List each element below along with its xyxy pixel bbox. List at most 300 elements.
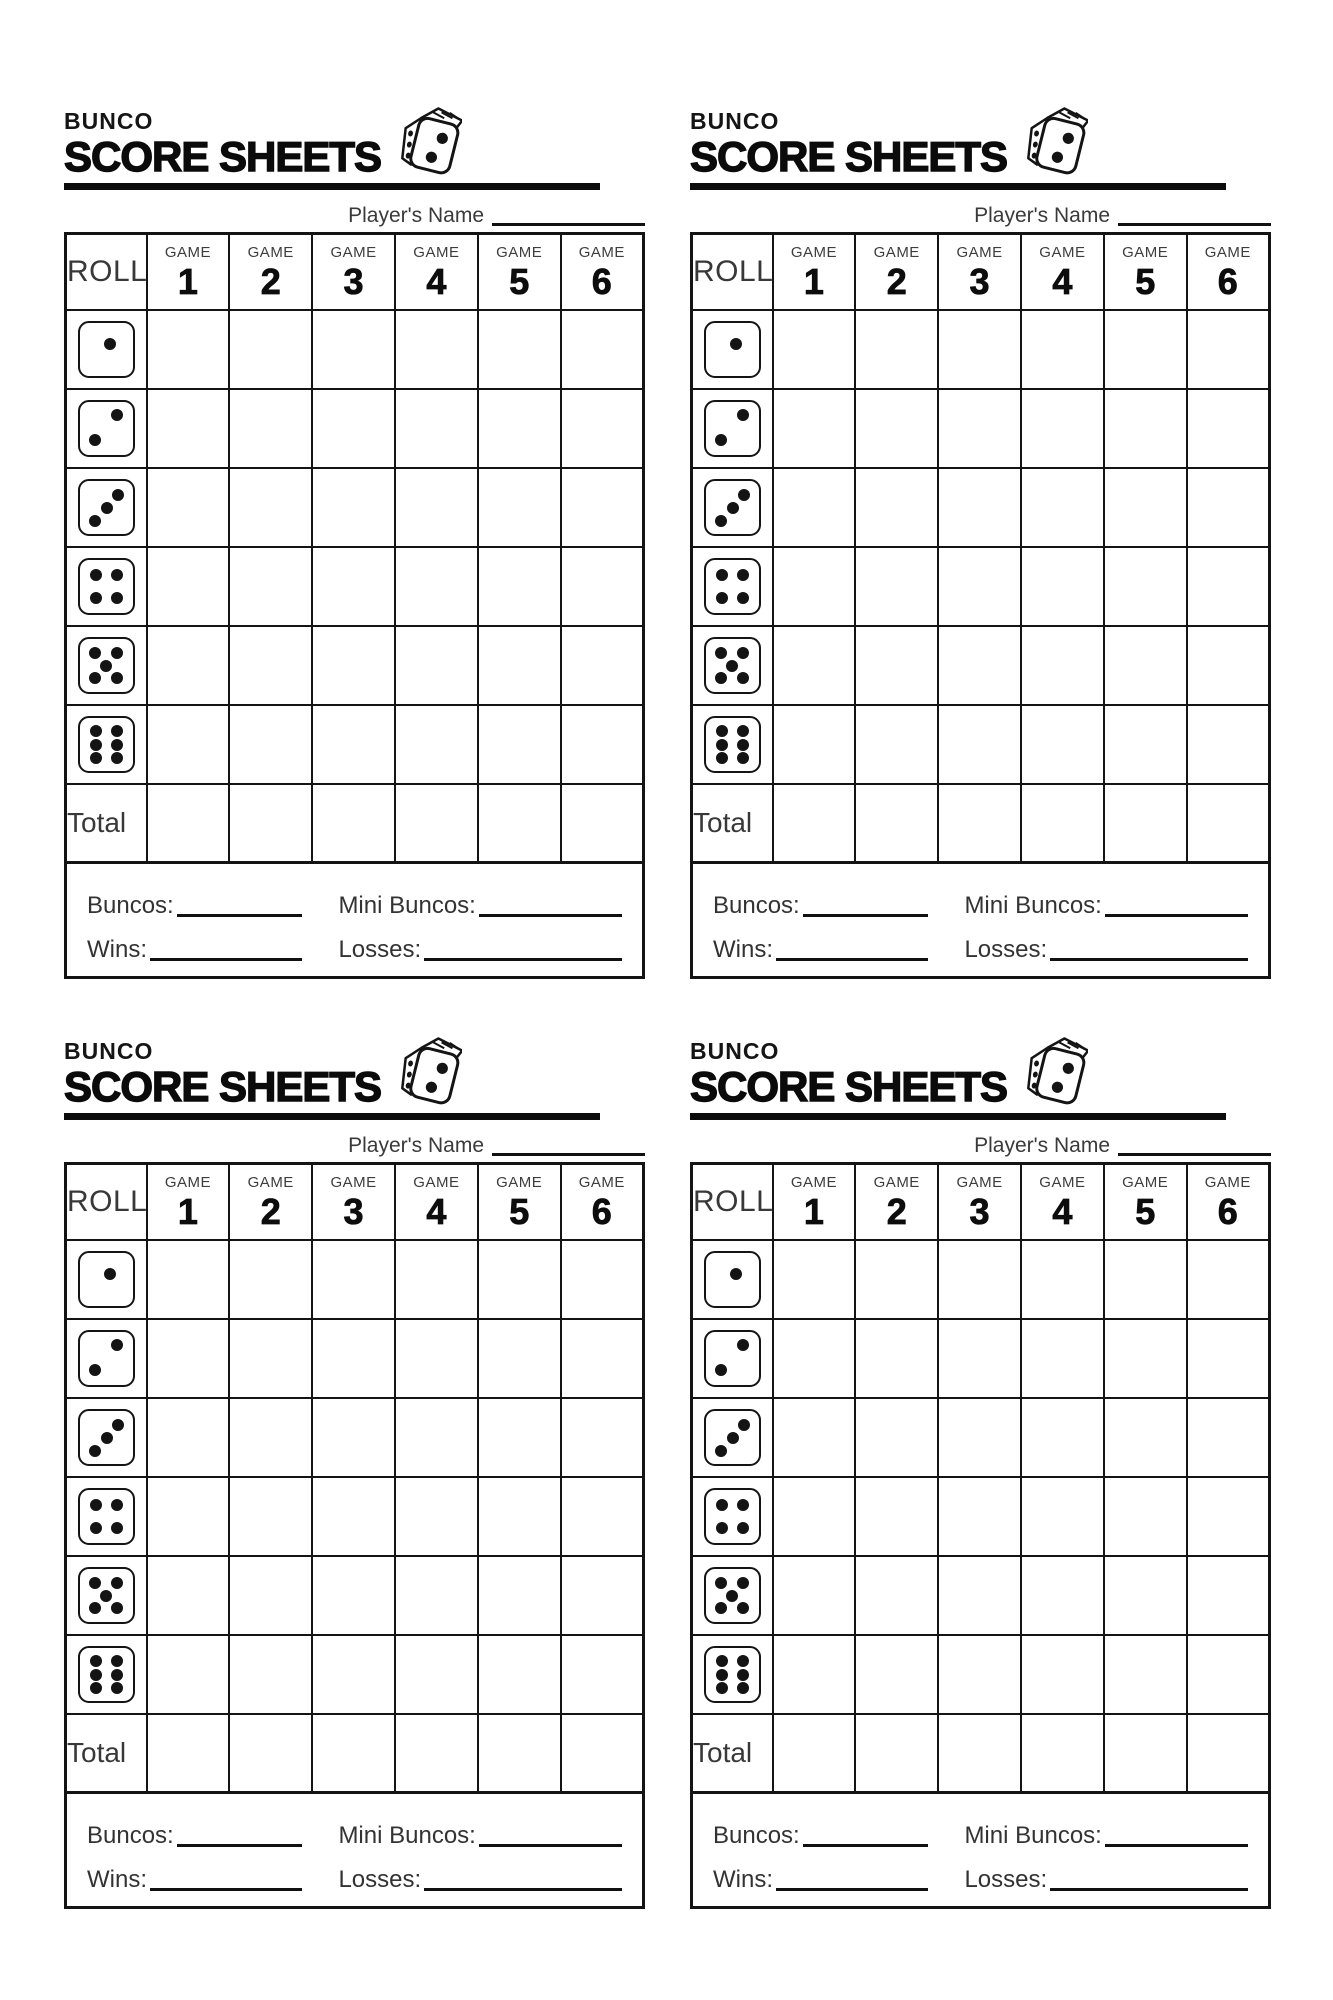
- game-5-header: [1104, 234, 1187, 311]
- sheet-header: [690, 108, 1271, 190]
- score-cell: [1104, 1477, 1187, 1556]
- score-table-body: [66, 1164, 644, 1793]
- score-row-2: [692, 1319, 1270, 1398]
- brand-label: BUNCO: [690, 108, 780, 134]
- die-pip: [737, 592, 749, 604]
- total-label: Total: [692, 1714, 773, 1793]
- sheet-title: SCORE SHEETS: [64, 133, 382, 180]
- die-face-4-icon: [704, 558, 761, 615]
- game-5-header: [478, 1164, 561, 1241]
- total-cell: [147, 1714, 230, 1793]
- score-cell: [1187, 1556, 1270, 1635]
- die-pip: [726, 1590, 738, 1602]
- die-pip: [90, 1655, 102, 1667]
- score-cell: [147, 310, 230, 389]
- score-cell: [1187, 1240, 1270, 1319]
- die-face-2-icon: [78, 1330, 135, 1387]
- stats-footer-box: [690, 861, 1271, 979]
- game-number: 2: [260, 261, 281, 302]
- die-pip: [112, 489, 124, 501]
- losses-write-line: [424, 958, 622, 961]
- game-number: 1: [803, 261, 824, 302]
- die-pip: [715, 1445, 727, 1457]
- score-row-2: [66, 389, 644, 468]
- die-pip: [716, 1669, 728, 1681]
- score-cell: [938, 1240, 1021, 1319]
- score-cell: [1021, 1477, 1104, 1556]
- game-4-header: [1021, 234, 1104, 311]
- sheet-header: [64, 1038, 645, 1120]
- game-2-header: [229, 1164, 312, 1241]
- player-name-write-line: [492, 223, 645, 226]
- game-number: 1: [177, 261, 198, 302]
- score-cell: [229, 705, 312, 784]
- losses-write-line: [1050, 1888, 1248, 1891]
- score-cell: [312, 705, 395, 784]
- die-face-2-icon: [704, 400, 761, 457]
- buncos-pair: [713, 1822, 964, 1850]
- die-pip: [101, 502, 113, 514]
- score-cell: [1104, 1556, 1187, 1635]
- game-number: 6: [591, 261, 612, 302]
- score-cell: [147, 547, 230, 626]
- die-face-3-icon: [78, 479, 135, 536]
- score-cell: [773, 1635, 856, 1714]
- score-table: [690, 1162, 1271, 1794]
- score-table-body: [692, 234, 1270, 863]
- roll-cell-1: [692, 1240, 773, 1319]
- mini-buncos-pair: [338, 892, 622, 920]
- die-pip: [90, 725, 102, 737]
- game-number: 4: [1052, 1191, 1073, 1232]
- game-word: GAME: [413, 1174, 460, 1191]
- die-pip: [737, 725, 749, 737]
- tilted-3d-die-icon: [394, 1030, 462, 1110]
- total-row: [692, 784, 1270, 863]
- game-1-header: [147, 1164, 230, 1241]
- mini-buncos-write-line: [1105, 1844, 1248, 1847]
- game-4-header: [395, 1164, 478, 1241]
- die-pip: [101, 1432, 113, 1444]
- losses-label: Losses:: [964, 1866, 1048, 1893]
- total-cell: [1187, 784, 1270, 863]
- score-cell: [1187, 389, 1270, 468]
- game-number: 2: [260, 1191, 281, 1232]
- score-cell: [395, 547, 478, 626]
- game-number: 4: [1052, 261, 1073, 302]
- game-word: GAME: [1204, 1174, 1251, 1191]
- score-cell: [938, 1556, 1021, 1635]
- score-row-1: [692, 1240, 1270, 1319]
- die-pip: [737, 1602, 749, 1614]
- game-word: GAME: [496, 244, 543, 261]
- game-word: GAME: [1039, 1174, 1086, 1191]
- total-cell: [1021, 784, 1104, 863]
- wins-write-line: [776, 958, 928, 961]
- die-pip: [104, 1268, 116, 1280]
- score-row-5: [692, 1556, 1270, 1635]
- stat-row-bottom: [87, 1856, 622, 1894]
- score-cell: [855, 468, 938, 547]
- bunco-score-sheet: [64, 96, 645, 973]
- game-word: GAME: [1122, 1174, 1169, 1191]
- score-cell: [229, 1319, 312, 1398]
- game-word: GAME: [790, 1174, 837, 1191]
- score-cell: [312, 1398, 395, 1477]
- die-pip: [737, 1682, 749, 1694]
- score-cell: [229, 468, 312, 547]
- score-cell: [938, 626, 1021, 705]
- tilted-3d-die-icon: [1020, 100, 1088, 180]
- roll-cell-1: [66, 1240, 147, 1319]
- die-pip: [715, 672, 727, 684]
- roll-cell-6: [692, 1635, 773, 1714]
- mini-buncos-label: Mini Buncos:: [338, 892, 476, 919]
- mini-buncos-pair: [338, 1822, 622, 1850]
- score-cell: [1021, 547, 1104, 626]
- score-cell: [1187, 1635, 1270, 1714]
- score-cell: [478, 389, 561, 468]
- die-face-6-icon: [704, 1646, 761, 1703]
- score-cell: [938, 468, 1021, 547]
- losses-write-line: [1050, 958, 1248, 961]
- roll-cell-6: [692, 705, 773, 784]
- die-pip: [730, 338, 742, 350]
- losses-label: Losses:: [964, 936, 1048, 963]
- wins-write-line: [150, 958, 302, 961]
- game-number: 5: [1135, 1191, 1156, 1232]
- die-face-6-icon: [78, 1646, 135, 1703]
- score-cell: [147, 1556, 230, 1635]
- die-face-5-icon: [78, 1567, 135, 1624]
- score-row-3: [692, 468, 1270, 547]
- score-cell: [561, 1635, 644, 1714]
- total-cell: [478, 784, 561, 863]
- game-number: 3: [343, 261, 364, 302]
- score-cell: [147, 1635, 230, 1714]
- score-cell: [312, 1477, 395, 1556]
- game-2-header: [229, 234, 312, 311]
- die-pip: [89, 1364, 101, 1376]
- score-cell: [773, 1556, 856, 1635]
- score-cell: [773, 1398, 856, 1477]
- score-table-header-row: [692, 234, 1270, 311]
- score-cell: [1187, 626, 1270, 705]
- score-cell: [312, 547, 395, 626]
- game-word: GAME: [873, 244, 920, 261]
- buncos-pair: [713, 892, 964, 920]
- score-cell: [229, 547, 312, 626]
- game-6-header: [561, 1164, 644, 1241]
- roll-cell-2: [66, 389, 147, 468]
- die-pip: [89, 672, 101, 684]
- die-face-5-icon: [704, 1567, 761, 1624]
- score-cell: [855, 310, 938, 389]
- brand-label: BUNCO: [690, 1038, 780, 1064]
- die-face-5-icon: [78, 637, 135, 694]
- die-pip: [104, 338, 116, 350]
- die-pip: [111, 1499, 123, 1511]
- score-cell: [312, 626, 395, 705]
- die-face-6-icon: [704, 716, 761, 773]
- score-row-6: [66, 705, 644, 784]
- die-pip: [111, 409, 123, 421]
- game-number: 4: [426, 1191, 447, 1232]
- score-cell: [395, 626, 478, 705]
- die-pip: [89, 647, 101, 659]
- score-cell: [1021, 1240, 1104, 1319]
- player-name-label: Player's Name: [348, 1134, 484, 1157]
- die-pip: [100, 1590, 112, 1602]
- score-row-4: [66, 547, 644, 626]
- die-pip: [111, 725, 123, 737]
- die-face-4-icon: [78, 1488, 135, 1545]
- roll-cell-4: [66, 1477, 147, 1556]
- losses-pair: [964, 1866, 1248, 1894]
- die-pip: [90, 1669, 102, 1681]
- die-pip: [737, 409, 749, 421]
- total-cell: [147, 784, 230, 863]
- die-pip: [737, 752, 749, 764]
- die-pip: [90, 1522, 102, 1534]
- score-cell: [1187, 547, 1270, 626]
- player-name-row: [690, 1130, 1271, 1158]
- score-cell: [938, 389, 1021, 468]
- wins-label: Wins:: [87, 1866, 147, 1893]
- stat-row-top: [87, 1812, 622, 1850]
- game-number: 5: [1135, 261, 1156, 302]
- mini-buncos-pair: [964, 1822, 1248, 1850]
- score-cell: [229, 1635, 312, 1714]
- total-row: [66, 1714, 644, 1793]
- die-pip: [89, 434, 101, 446]
- score-table-body: [692, 1164, 1270, 1793]
- score-cell: [855, 1398, 938, 1477]
- score-cell: [147, 1319, 230, 1398]
- score-row-3: [66, 1398, 644, 1477]
- score-cell: [478, 547, 561, 626]
- score-row-5: [692, 626, 1270, 705]
- score-cell: [1021, 389, 1104, 468]
- game-number: 5: [509, 261, 530, 302]
- die-pip: [737, 1499, 749, 1511]
- die-face-1-icon: [78, 321, 135, 378]
- total-cell: [1187, 1714, 1270, 1793]
- stat-row-top: [713, 1812, 1248, 1850]
- score-cell: [147, 1240, 230, 1319]
- score-cell: [561, 1556, 644, 1635]
- wins-pair: [713, 1866, 964, 1894]
- header-divider: [690, 183, 1226, 190]
- die-pip: [89, 1577, 101, 1589]
- score-table-body: [66, 234, 644, 863]
- total-row: [66, 784, 644, 863]
- mini-buncos-pair: [964, 892, 1248, 920]
- die-face-1-icon: [704, 1251, 761, 1308]
- game-3-header: [312, 1164, 395, 1241]
- die-face-2-icon: [78, 400, 135, 457]
- score-row-5: [66, 1556, 644, 1635]
- game-6-header: [561, 234, 644, 311]
- game-3-header: [938, 1164, 1021, 1241]
- score-cell: [312, 1635, 395, 1714]
- score-cell: [1021, 468, 1104, 547]
- score-cell: [938, 1398, 1021, 1477]
- score-cell: [312, 468, 395, 547]
- stat-row-top: [87, 882, 622, 920]
- stat-row-bottom: [713, 1856, 1248, 1894]
- score-cell: [1021, 626, 1104, 705]
- die-pip: [738, 489, 750, 501]
- score-cell: [855, 1635, 938, 1714]
- die-pip: [738, 1419, 750, 1431]
- die-pip: [111, 1682, 123, 1694]
- game-1-header: [147, 234, 230, 311]
- score-table-header-row: [66, 234, 644, 311]
- game-word: GAME: [413, 244, 460, 261]
- score-row-3: [692, 1398, 1270, 1477]
- score-cell: [1104, 468, 1187, 547]
- die-pip: [716, 1682, 728, 1694]
- roll-cell-5: [692, 626, 773, 705]
- buncos-write-line: [177, 1844, 303, 1847]
- game-word: GAME: [1204, 244, 1251, 261]
- score-cell: [1021, 1319, 1104, 1398]
- score-cell: [1021, 1556, 1104, 1635]
- tilted-3d-die-icon: [394, 100, 462, 180]
- score-row-3: [66, 468, 644, 547]
- game-word: GAME: [164, 244, 211, 261]
- die-face-4-icon: [78, 558, 135, 615]
- die-pip: [716, 1499, 728, 1511]
- roll-cell-6: [66, 1635, 147, 1714]
- game-number: 2: [886, 1191, 907, 1232]
- game-number: 3: [969, 1191, 990, 1232]
- score-cell: [1021, 1635, 1104, 1714]
- game-word: GAME: [330, 244, 377, 261]
- die-pip: [89, 515, 101, 527]
- mini-buncos-label: Mini Buncos:: [338, 1822, 476, 1849]
- bunco-score-sheet: [690, 96, 1271, 973]
- score-cell: [855, 626, 938, 705]
- losses-label: Losses:: [338, 1866, 422, 1893]
- score-cell: [229, 1477, 312, 1556]
- score-cell: [1187, 310, 1270, 389]
- die-pip: [727, 502, 739, 514]
- total-cell: [395, 1714, 478, 1793]
- die-pip: [90, 569, 102, 581]
- wins-write-line: [776, 1888, 928, 1891]
- roll-cell-4: [692, 547, 773, 626]
- die-face-1-icon: [78, 1251, 135, 1308]
- roll-cell-1: [692, 310, 773, 389]
- die-pip: [716, 569, 728, 581]
- die-pip: [715, 1364, 727, 1376]
- score-cell: [478, 468, 561, 547]
- score-row-2: [66, 1319, 644, 1398]
- game-2-header: [855, 1164, 938, 1241]
- score-row-1: [692, 310, 1270, 389]
- sheet-title: SCORE SHEETS: [690, 133, 1008, 180]
- score-cell: [147, 468, 230, 547]
- wins-write-line: [150, 1888, 302, 1891]
- game-3-header: [938, 234, 1021, 311]
- score-cell: [855, 1240, 938, 1319]
- game-word: GAME: [496, 1174, 543, 1191]
- total-row: [692, 1714, 1270, 1793]
- die-pip: [737, 1339, 749, 1351]
- wins-label: Wins:: [713, 1866, 773, 1893]
- score-cell: [938, 310, 1021, 389]
- die-pip: [730, 1268, 742, 1280]
- score-cell: [478, 1556, 561, 1635]
- die-pip: [90, 752, 102, 764]
- roll-cell-2: [692, 389, 773, 468]
- die-pip: [715, 647, 727, 659]
- game-number: 2: [886, 261, 907, 302]
- roll-cell-2: [66, 1319, 147, 1398]
- header-divider: [64, 183, 600, 190]
- player-name-row: [64, 200, 645, 228]
- score-cell: [1104, 705, 1187, 784]
- roll-column-header: ROLL: [66, 1164, 147, 1241]
- score-cell: [147, 705, 230, 784]
- score-cell: [1104, 389, 1187, 468]
- score-cell: [1104, 310, 1187, 389]
- die-pip: [737, 739, 749, 751]
- total-cell: [855, 784, 938, 863]
- score-cell: [229, 310, 312, 389]
- score-cell: [938, 1635, 1021, 1714]
- score-cell: [1187, 1319, 1270, 1398]
- score-cell: [478, 1635, 561, 1714]
- roll-cell-3: [692, 1398, 773, 1477]
- player-name-row: [64, 1130, 645, 1158]
- score-cell: [478, 705, 561, 784]
- die-face-6-icon: [78, 716, 135, 773]
- die-pip: [715, 1577, 727, 1589]
- game-word: GAME: [330, 1174, 377, 1191]
- score-cell: [395, 705, 478, 784]
- score-cell: [478, 1477, 561, 1556]
- score-cell: [312, 1556, 395, 1635]
- score-table: [690, 232, 1271, 864]
- die-pip: [89, 1445, 101, 1457]
- sheet-title: SCORE SHEETS: [690, 1063, 1008, 1110]
- game-number: 4: [426, 261, 447, 302]
- score-row-1: [66, 1240, 644, 1319]
- die-pip: [737, 647, 749, 659]
- game-word: GAME: [578, 244, 625, 261]
- player-name-row: [690, 200, 1271, 228]
- die-pip: [100, 660, 112, 672]
- score-cell: [229, 1240, 312, 1319]
- total-cell: [938, 1714, 1021, 1793]
- header-divider: [64, 1113, 600, 1120]
- game-5-header: [478, 234, 561, 311]
- score-cell: [561, 705, 644, 784]
- total-cell: [1104, 1714, 1187, 1793]
- score-cell: [561, 1240, 644, 1319]
- game-word: GAME: [956, 1174, 1003, 1191]
- die-pip: [716, 1655, 728, 1667]
- game-number: 1: [803, 1191, 824, 1232]
- score-cell: [1187, 1477, 1270, 1556]
- roll-cell-1: [66, 310, 147, 389]
- die-pip: [111, 739, 123, 751]
- roll-column-header: ROLL: [66, 234, 147, 311]
- header-divider: [690, 1113, 1226, 1120]
